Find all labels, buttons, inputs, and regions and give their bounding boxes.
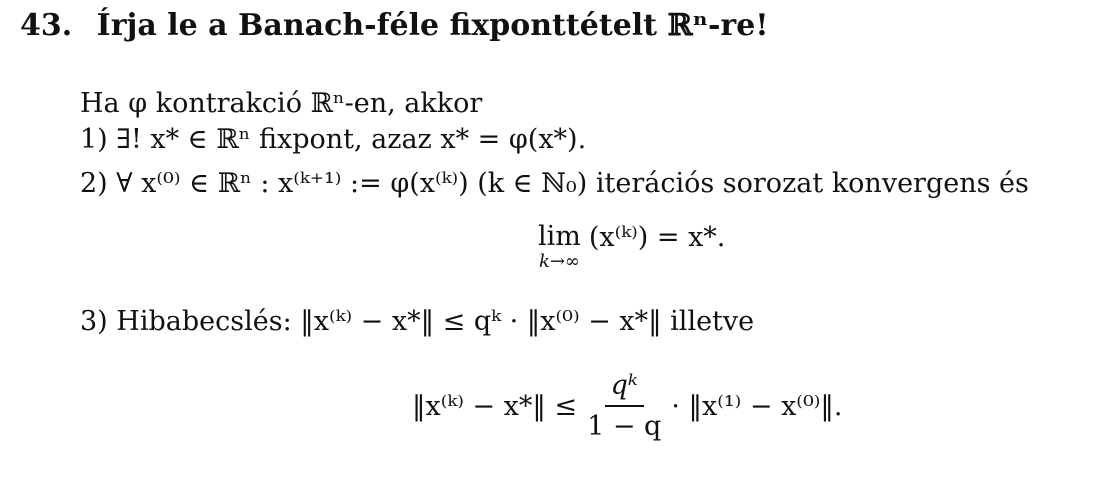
theorem-number: 43. (20, 8, 73, 43)
item-2-line: 2) ∀ x⁽⁰⁾ ∈ ℝⁿ : x⁽ᵏ⁺¹⁾ := φ(x⁽ᵏ⁾) (k ∈ ℕ₀) iterációs sorozat konvergens és (80, 168, 1029, 199)
fraction-left-side: ‖x⁽ᵏ⁾ − x*‖ ≤ (412, 390, 578, 422)
theorem-heading (20, 8, 769, 43)
item-3-line: 3) Hibabecslés: ‖x⁽ᵏ⁾ − x*‖ ≤ qᵏ · ‖x⁽⁰⁾ − x*‖ illetve (80, 306, 755, 337)
limit-operator (538, 222, 581, 271)
limit-subscript: k→∞ (538, 250, 580, 272)
limit-formula (538, 222, 725, 271)
fraction-numerator: qᵏ (605, 370, 644, 407)
item-1-line: 1) ∃! x* ∈ ℝⁿ fixpont, azaz x* = φ(x*). (80, 124, 587, 155)
error-bound-formula (412, 370, 842, 442)
fraction-denominator: 1 − q (587, 411, 662, 442)
limit-word: lim (538, 221, 581, 252)
theorem-title: Írja le a Banach-féle fixponttételt ℝⁿ-re! (96, 8, 769, 43)
fraction (587, 370, 661, 442)
fraction-right-side: · ‖x⁽¹⁾ − x⁽⁰⁾‖. (671, 390, 843, 422)
intro-line: Ha φ kontrakció ℝⁿ-en, akkor (80, 88, 483, 119)
limit-expression: (x⁽ᵏ⁾) = x*. (588, 222, 726, 253)
